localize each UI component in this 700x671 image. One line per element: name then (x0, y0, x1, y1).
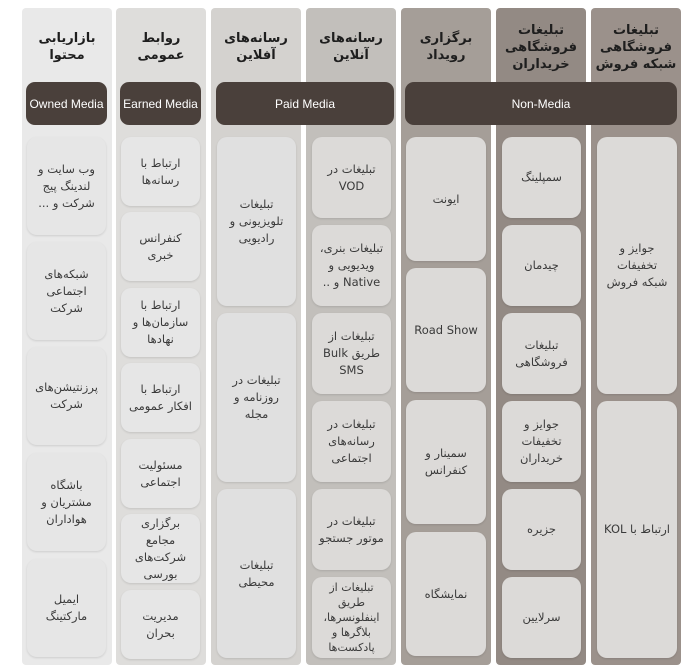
card-offline-newspaper: تبلیغات در روزنامه و مجله (217, 313, 296, 482)
card-buyer-serlaine: سرلایین (502, 577, 581, 658)
card-buyer-store-ads: تبلیغات فروشگاهی (502, 313, 581, 394)
owned-media-pill: Owned Media (26, 82, 107, 125)
column-title-buyer-store-ads: تبلیغات فروشگاهی خریداران (504, 22, 578, 72)
card-online-social-media: تبلیغات در رسانه‌های اجتماعی (312, 401, 391, 482)
card-online-bulk-sms: تبلیغات از طریق Bulk SMS (312, 313, 391, 394)
card-online-search-engine: تبلیغات در موتور جستجو (312, 489, 391, 570)
earned-media-pill: Earned Media (120, 82, 201, 125)
card-buyer-arrangement: چیدمان (502, 225, 581, 306)
card-pr-media-relations: ارتباط با رسانه‌ها (121, 137, 200, 206)
card-pr-public-opinion: ارتباط با افکار عمومی (121, 363, 200, 432)
column-title-content-marketing: بازاریابی محتوا (38, 31, 96, 63)
card-content-website: وب سایت و لندینگ پیج شرکت و ... (27, 137, 106, 235)
card-pr-shareholder-meetings: برگزاری مجامع شرکت‌های بورسی (121, 514, 200, 583)
card-pr-press-conference: کنفرانس خبری (121, 212, 200, 281)
paid-media-pill: Paid Media (216, 82, 394, 125)
column-title-network-store-ads: تبلیغات فروشگاهی شبکه فروش (595, 22, 677, 72)
card-offline-outdoor: تبلیغات محیطی (217, 489, 296, 658)
card-pr-crisis-management: مدیریت بحران (121, 590, 200, 659)
non-media-pill: Non-Media (405, 82, 677, 125)
card-buyer-island: جزیره (502, 489, 581, 570)
card-online-influencers: تبلیغات از طریق اینفلونسرها، بلاگرها و پادکست‌ها (312, 577, 391, 658)
card-buyer-rewards: جوایز و تخفیفات خریداران (502, 401, 581, 482)
card-event-event: ایونت (406, 137, 486, 261)
card-content-email-marketing: ایمیل مارکتینگ (27, 559, 106, 657)
card-offline-tv-radio: تبلیغات تلویزیونی و رادیویی (217, 137, 296, 306)
column-title-public-relations: روابط عمومی (137, 31, 185, 63)
card-event-exhibition: نمایشگاه (406, 532, 486, 656)
card-network-kol: ارتباط با KOL (597, 401, 677, 658)
card-pr-organizations: ارتباط با سازمان‌ها و نهادها (121, 288, 200, 357)
card-event-seminar: سمینار و کنفرانس (406, 400, 486, 524)
card-content-presentations: پرزنتیشن‌های شرکت (27, 347, 106, 445)
card-event-road-show: Road Show (406, 268, 486, 392)
card-content-social: شبکه‌های اجتماعی شرکت (27, 242, 106, 340)
card-network-rewards: جوایز و تخفیفات شبکه فروش (597, 137, 677, 394)
card-pr-social-responsibility: مسئولیت اجتماعی (121, 439, 200, 508)
card-buyer-sampling: سمپلینگ (502, 137, 581, 218)
column-title-online-media: رسانه‌های آنلاین (319, 31, 383, 63)
card-content-customer-club: باشگاه مشتریان و هواداران (27, 453, 106, 551)
column-title-offline-media: رسانه‌های آفلاین (224, 31, 288, 63)
card-online-banner-video: تبلیغات بنری، ویدیویی و Native و .. (312, 225, 391, 306)
card-online-vod: تبلیغات در VOD (312, 137, 391, 218)
column-title-event: برگزاری رویداد (419, 31, 473, 63)
